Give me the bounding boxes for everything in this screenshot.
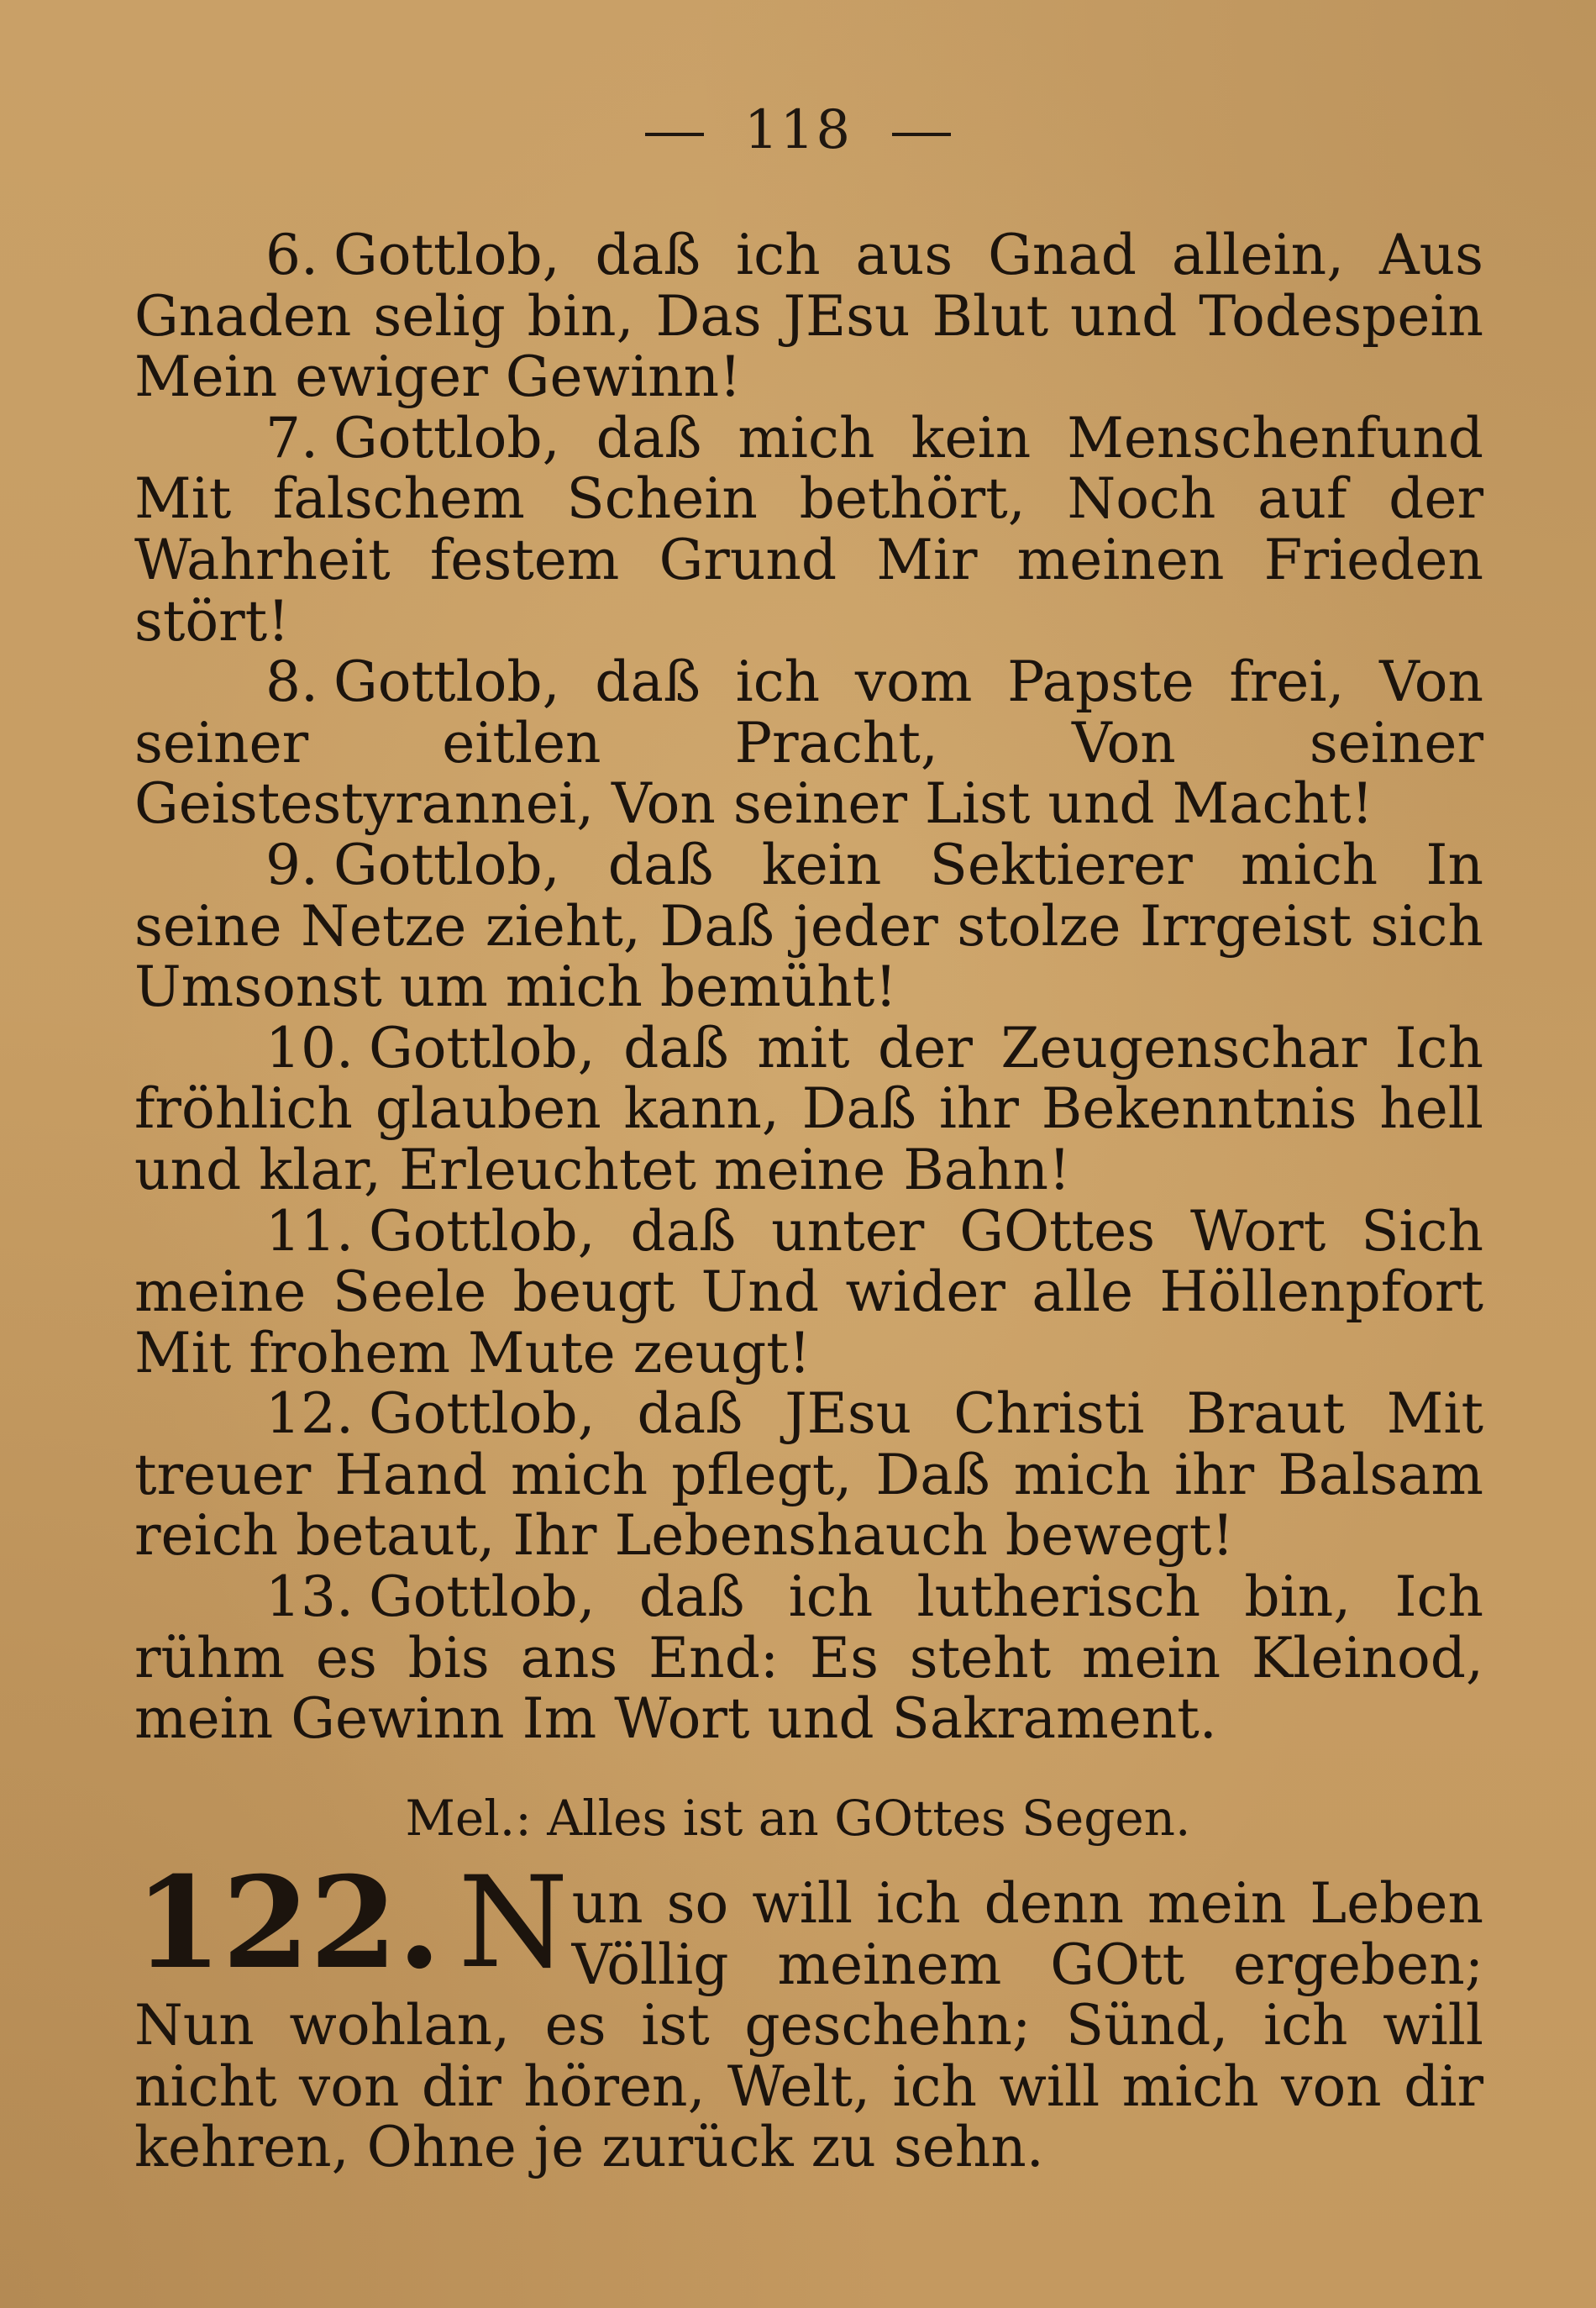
hymn-122: [134, 1849, 1483, 2180]
verse-7: [134, 405, 1483, 654]
verse-text: Gottlob, daß kein Sektierer mich In seine Netze zieht, Daß jeder stolze Irrgeist sich Umsonst um mich bemüht!: [134, 832, 1483, 1020]
verse-text: Gottlob, daß ich lutherisch bin, Ich rühm es bis ans End: Es steht mein Kleinod, mein Gewinn Im Wort und Sakrament.: [134, 1564, 1483, 1752]
page-number: 118: [743, 99, 853, 161]
right-dash: [892, 133, 951, 136]
verse-text: Gottlob, daß JEsu Christi Braut Mit treuer Hand mich pflegt, Daß mich ihr Balsam reich betaut, Ihr Lebenshauch bewegt!: [134, 1381, 1483, 1569]
page-header: [0, 99, 1596, 161]
verse-number: 6.: [265, 223, 318, 287]
verse-number: 11.: [265, 1198, 354, 1264]
left-dash: [645, 133, 704, 136]
verse-9: [134, 832, 1483, 1020]
verse-8: [134, 649, 1483, 837]
verse-number: 13.: [265, 1564, 354, 1630]
verse-text: Gottlob, daß mich kein Menschenfund Mit falschem Schein bethört, Noch auf der Wahrheit festem Grund Mir meinen Frieden stört!: [134, 405, 1483, 654]
hymn-number: 122.: [134, 1849, 442, 1997]
verse-text: Gottlob, daß ich aus Gnad allein, Aus Gnaden selig bin, Das JEsu Blut und Todespein Mein ewiger Gewinn!: [134, 223, 1483, 410]
hymn-text: un so will ich denn mein Leben Völlig meinem GOtt ergeben; Nun wohlan, es ist geschehn; Sünd, ich will nicht von dir hören, Welt, ich will mich von dir kehren, Ohne je zurück zu sehn.: [134, 1871, 1483, 2180]
verse-text: Gottlob, daß mit der Zeugenschar Ich fröhlich glauben kann, Daß ihr Bekenntnis hell und klar, Erleuchtet meine Bahn!: [134, 1015, 1483, 1202]
verse-11: [134, 1198, 1483, 1385]
hymn-drop-initial: N: [458, 1850, 569, 1996]
verse-12: [134, 1381, 1483, 1569]
melody-line: Mel.: Alles ist an GOttes Segen.: [405, 1790, 1191, 1847]
verse-6: [134, 225, 1483, 408]
verse-text: Gottlob, daß ich vom Papste frei, Von seiner eitlen Pracht, Von seiner Geistestyrannei, Von seiner List und Macht!: [134, 649, 1483, 837]
verse-number: 8.: [265, 649, 318, 715]
verse-13: [134, 1564, 1483, 1752]
verse-10: [134, 1015, 1483, 1202]
verse-number: 9.: [265, 832, 318, 897]
verse-text: Gottlob, daß unter GOttes Wort Sich meine Seele beugt Und wider alle Höllenpfort Mit frohem Mute zeugt!: [134, 1198, 1483, 1385]
verse-number: 10.: [265, 1015, 354, 1080]
verse-number: 7.: [265, 405, 318, 471]
verse-list: [134, 225, 1483, 1750]
verse-number: 12.: [265, 1381, 354, 1447]
